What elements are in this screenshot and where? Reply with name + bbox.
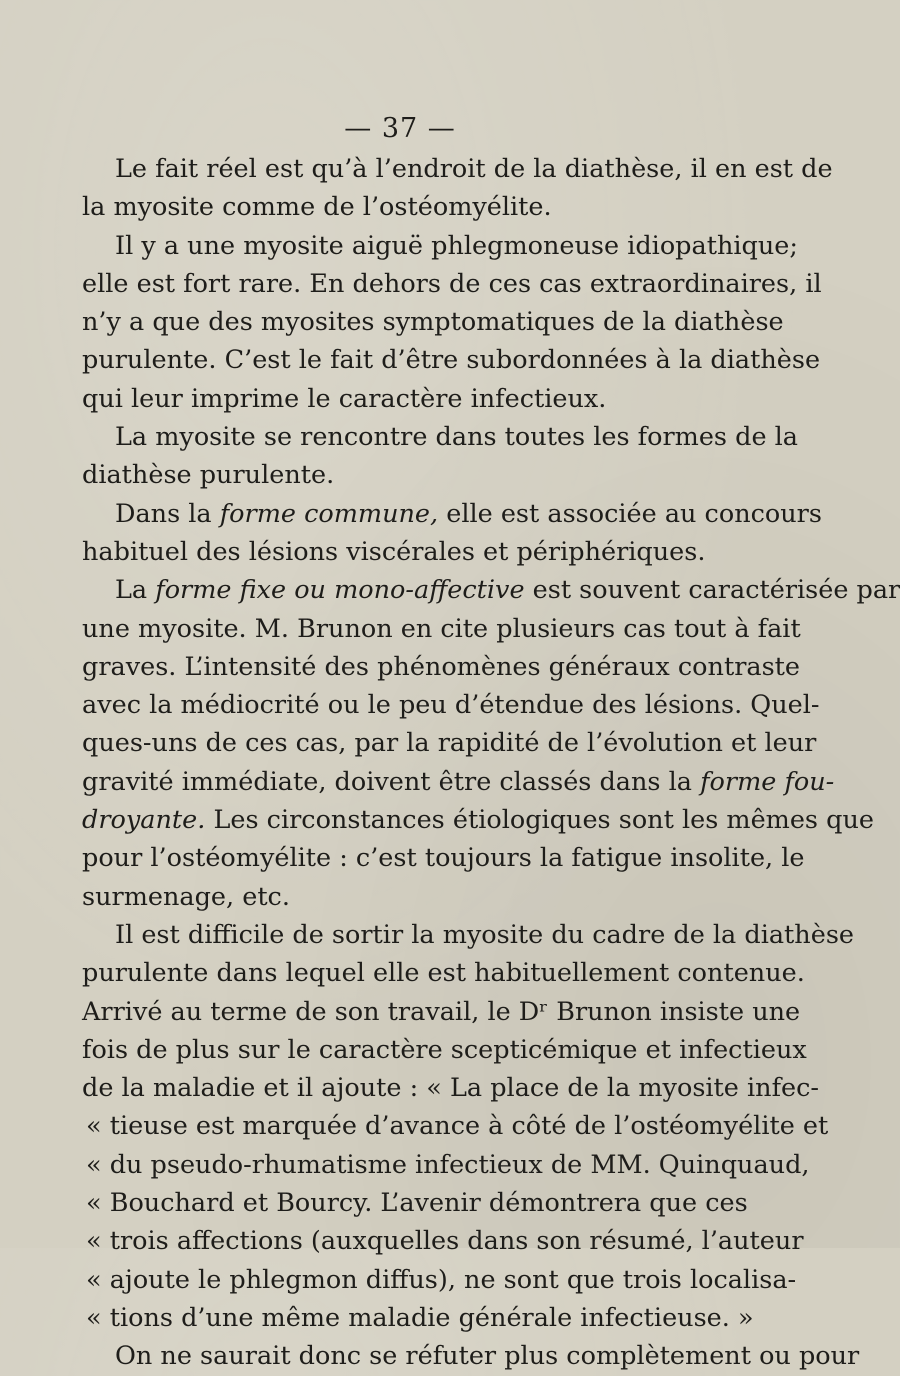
text-line: surmenage, etc.	[82, 881, 290, 912]
text-line	[82, 763, 835, 801]
text-line: Il y a une myosite aiguë phlegmoneuse idiopathique;	[115, 230, 798, 261]
italic-text: forme fou-	[700, 766, 835, 797]
text-line: purulente. C’est le fait d’être subordonnées à la diathèse	[82, 345, 821, 376]
quoted-line: « trois affections (auxquelles dans son résumé, l’auteur	[86, 1226, 804, 1257]
quoted-line: « ajoute le phlegmon diffus), ne sont que trois localisa-	[86, 1264, 797, 1295]
italic-text: droyante.	[82, 805, 206, 836]
text-line: graves. L’intensité des phénomènes généraux contraste	[82, 651, 801, 682]
text-line: avec la médiocrité ou le peu d’étendue des lésions. Quel-	[82, 690, 820, 721]
text-line: une myosite. M. Brunon en cite plusieurs cas tout à fait	[82, 613, 801, 644]
quoted-line: « du pseudo-rhumatisme infectieux de MM. Quinquaud,	[86, 1149, 810, 1180]
text-segment: elle est associée au concours	[438, 498, 822, 529]
quoted-line: « Bouchard et Bourcy. L’avenir démontrera que ces	[86, 1188, 748, 1219]
text-line: Il est difficile de sortir la myosite du cadre de la diathèse	[115, 919, 854, 950]
quoted-line: « tieuse est marquée d’avance à côté de l’ostéomyélite et	[86, 1111, 829, 1142]
quoted-line: « tions d’une même maladie générale infectieuse. »	[86, 1302, 754, 1333]
page-number: — 37 —	[344, 113, 456, 144]
body-text	[82, 150, 900, 1376]
text-segment: La	[115, 575, 156, 606]
text-line	[82, 571, 900, 609]
text-line: purulente dans lequel elle est habituellement contenue.	[82, 958, 805, 989]
text-line: la myosite comme de l’ostéomyélite.	[82, 192, 552, 223]
text-line: La myosite se rencontre dans toutes les formes de la	[115, 422, 798, 453]
text-line	[82, 495, 822, 533]
text-line: Le fait réel est qu’à l’endroit de la diathèse, il en est de	[115, 154, 833, 184]
text-segment: est souvent caractérisée par	[524, 575, 900, 606]
text-line: de la maladie et il ajoute : « La place de la myosite infec-	[82, 1073, 820, 1104]
text-line: pour l’ostéomyélite : c’est toujours la fatigue insolite, le	[82, 843, 805, 874]
text-line: Arrivé au terme de son travail, le Dʳ Brunon insiste une	[82, 996, 801, 1027]
text-line: elle est fort rare. En dehors de ces cas extraordinaires, il	[82, 268, 822, 299]
text-line: fois de plus sur le caractère scepticémique et infectieux	[82, 1034, 807, 1065]
text-line	[82, 801, 874, 839]
text-segment: Dans la	[115, 498, 220, 529]
text-line: On ne saurait donc se réfuter plus complètement ou pour	[115, 1341, 860, 1372]
italic-text: forme fixe ou mono-affective	[155, 575, 525, 606]
text-line: habituel des lésions viscérales et périphériques.	[82, 536, 706, 567]
text-line: qui leur imprime le caractère infectieux.	[82, 383, 607, 414]
italic-text: forme commune,	[219, 498, 439, 529]
text-segment: gravité immédiate, doivent être classés dans la	[82, 766, 701, 797]
text-segment: Les circonstances étiologiques sont les mêmes que	[205, 805, 874, 836]
text-line: diathèse purulente.	[82, 460, 335, 491]
text-line: n’y a que des myosites symptomatiques de la diathèse	[82, 307, 784, 338]
text-line: ques-uns de ces cas, par la rapidité de l’évolution et leur	[82, 728, 817, 759]
